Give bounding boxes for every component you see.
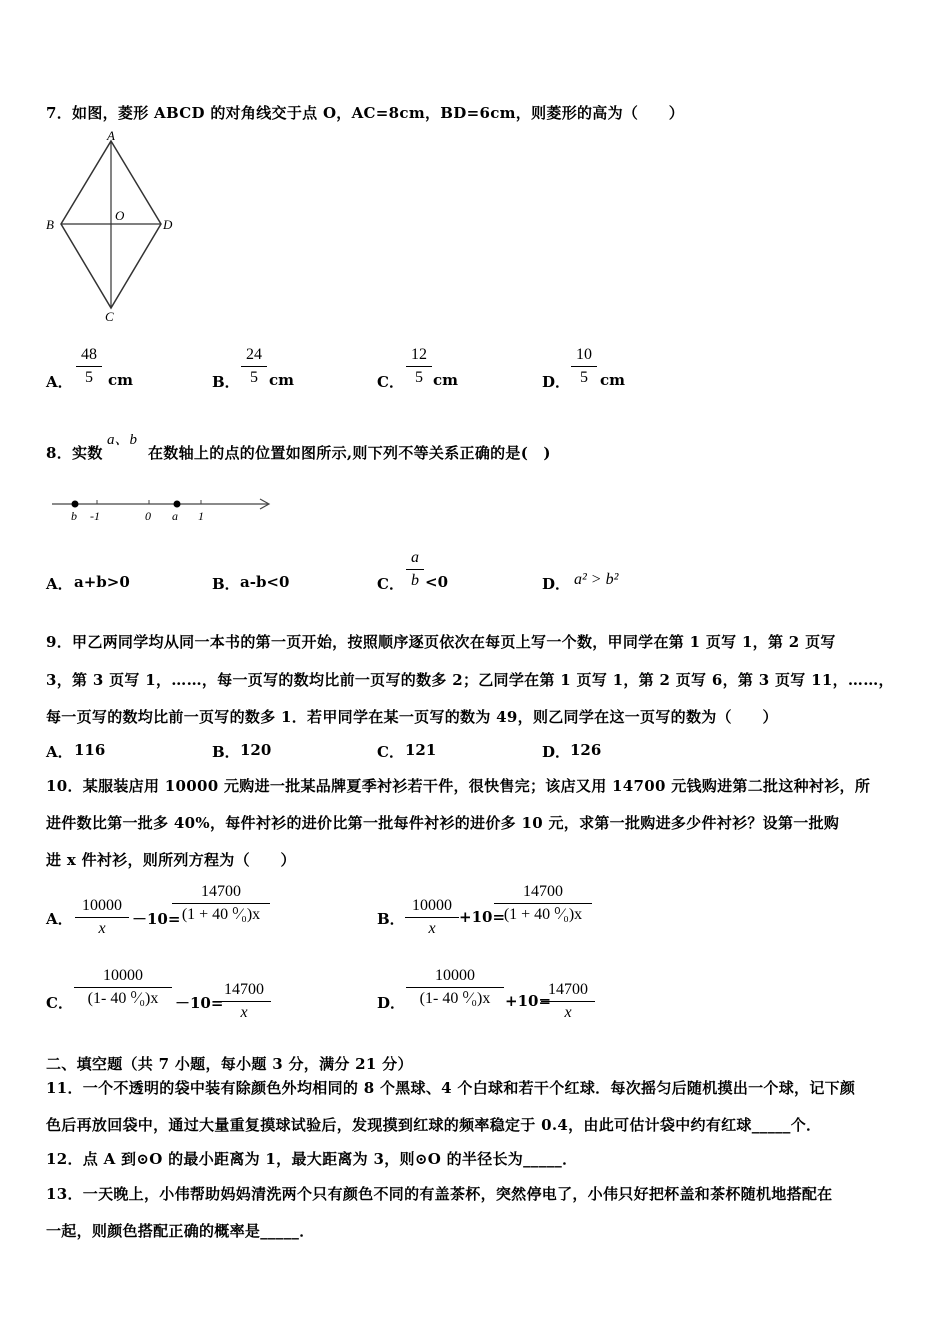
label-b: b	[71, 509, 77, 523]
q10-c-right-fraction: 14700 x	[217, 981, 271, 1022]
q11-line1: 11．一个不透明的袋中装有除颜色外均相同的 8 个黑球、4 个白球和若干个红球．每次摇匀后随机摸出一个球，记下颜	[46, 1079, 856, 1097]
q8-stem-vars: a、b	[107, 432, 138, 448]
point-b	[72, 501, 79, 508]
q7-b-fraction: 24 5	[241, 346, 267, 387]
point-a	[174, 501, 181, 508]
label-neg1: -1	[90, 509, 100, 523]
label-one: 1	[198, 509, 204, 523]
rhombus-figure	[38, 128, 188, 328]
section2-title: 二、填空题（共 7 小题，每小题 3 分，满分 21 分）	[46, 1055, 413, 1073]
label-zero: 0	[145, 509, 151, 523]
q10-line2: 进件数比第一批多 40%，每件衬衫的进价比第一批每件衬衫的进价多 10 元，求第一批购进多少件衬衫？设第一批购	[46, 814, 840, 832]
label-c: C	[105, 309, 114, 324]
q13-line1: 13．一天晚上，小伟帮助妈妈清洗两个只有颜色不同的有盖茶杯，突然停电了，小伟只好把杯盖和茶杯随机地搭配在	[46, 1185, 833, 1203]
q8-stem-pre: 8．实数	[46, 444, 103, 462]
q7-stem: 7．如图，菱形 ABCD 的对角线交于点 O，AC=8cm，BD=6cm，则菱形的高为（ ）	[46, 104, 685, 122]
label-a: A	[107, 128, 115, 143]
q10-a-left-fraction: 10000 x	[75, 897, 129, 938]
q7-a-fraction: 48 5	[76, 346, 102, 387]
q8-stem-post: 在数轴上的点的位置如图所示,则下列不等关系正确的是( )	[148, 444, 551, 462]
label-a: a	[172, 509, 178, 523]
number-line	[48, 492, 278, 528]
label-d: D	[163, 217, 173, 232]
q7-c-fraction: 12 5	[406, 346, 432, 387]
q9-line2: 3，第 3 页写 1，……，每一页写的数均比前一页写的数多 2；乙同学在第 1 页写 1，第 2 页写 6，第 3 页写 11，……，	[46, 671, 894, 689]
q10-line1: 10．某服装店用 10000 元购进一批某品牌夏季衬衫若干件，很快售完；该店又用 14700 元钱购进第二批这种衬衫，所	[46, 777, 871, 795]
label-b: B	[46, 217, 54, 232]
q10-line3: 进 x 件衬衫，则所列方程为（ ）	[46, 851, 296, 869]
q7-d-fraction: 10 5	[571, 346, 597, 387]
q10-d-right-fraction: 14700 x	[541, 981, 595, 1022]
q11-line2: 色后再放回袋中，通过大量重复摸球试验后，发现摸到红球的频率稳定于 0.4，由此可估计袋中约有红球_____个．	[46, 1116, 822, 1134]
q9-line1: 9．甲乙两同学均从同一本书的第一页开始，按照顺序逐页依次在每页上写一个数，甲同学在第 1 页写 1，第 2 页写	[46, 633, 836, 651]
q9-line3: 每一页写的数均比前一页写的数多 1．若甲同学在某一页写的数为 49，则乙同学在这一页写的数为（ ）	[46, 708, 778, 726]
q10-b-right-fraction: 14700 (1 + 40 ⁰⁄₀)x	[494, 883, 592, 924]
q10-c-left-fraction: 10000 (1- 40 ⁰⁄₀)x	[74, 967, 172, 1008]
q12-text: 12．点 A 到⊙O 的最小距离为 1，最大距离为 3，则⊙O 的半径长为_____．	[46, 1150, 578, 1168]
label-o: O	[115, 208, 125, 223]
q10-a-right-fraction: 14700 (1 + 40 ⁰⁄₀)x	[172, 883, 270, 924]
q10-d-left-fraction: 10000 (1- 40 ⁰⁄₀)x	[406, 967, 504, 1008]
q8-c-fraction: a b	[406, 549, 424, 590]
q10-b-left-fraction: 10000 x	[405, 897, 459, 938]
q13-line2: 一起，则颜色搭配正确的概率是_____．	[46, 1222, 315, 1240]
